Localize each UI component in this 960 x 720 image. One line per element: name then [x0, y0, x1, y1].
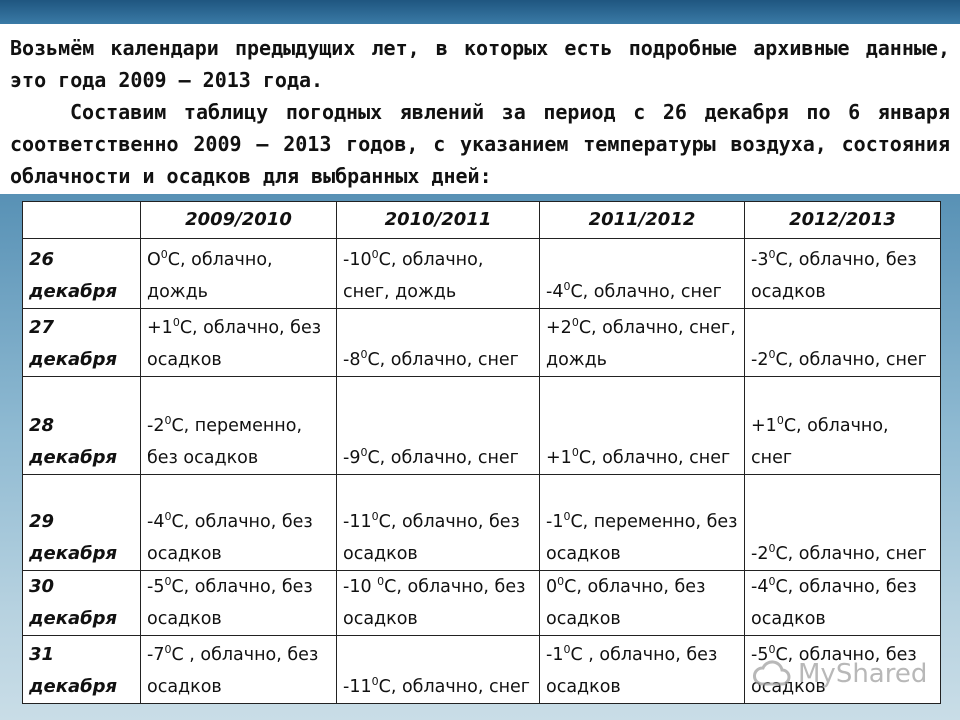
- weather-cell: [337, 636, 540, 704]
- table-row: [23, 475, 941, 571]
- degree-mark: 0: [172, 316, 180, 330]
- watermark: [752, 656, 927, 692]
- weather-description: С, облачно, без осадков: [147, 512, 313, 564]
- weather-cell: [337, 309, 540, 377]
- weather-cell: [141, 636, 337, 704]
- temperature-value: -4: [546, 282, 564, 302]
- temperature-value: -9: [343, 448, 361, 468]
- table-row: [23, 571, 941, 636]
- header-year: 2011/2012: [540, 202, 745, 239]
- weather-cell: [745, 309, 941, 377]
- header-corner: [23, 202, 141, 239]
- weather-description: С, облачно, без осадков: [751, 645, 917, 697]
- temperature-value: -10: [343, 250, 372, 270]
- degree-mark: 0: [571, 446, 579, 460]
- table-row: [23, 309, 941, 377]
- day-month: декабря: [29, 608, 118, 629]
- weather-description: С, облачно, снег: [367, 350, 519, 370]
- temperature-value: -5: [147, 577, 165, 597]
- weather-cell: [540, 636, 745, 704]
- cloud-icon: [752, 660, 792, 688]
- weather-description: С, облачно, снег: [578, 448, 731, 468]
- degree-mark: 0: [360, 348, 368, 362]
- top-band: [0, 0, 960, 24]
- day-number: 31: [29, 644, 55, 665]
- weather-cell: [337, 475, 540, 571]
- degree-mark: 0: [776, 414, 784, 428]
- day-number: 29: [29, 511, 55, 532]
- weather-cell: [141, 309, 337, 377]
- weather-description: С, облачно, без осадков: [147, 577, 313, 629]
- degree-mark: 0: [571, 316, 579, 330]
- day-month: декабря: [29, 349, 118, 370]
- temperature-value: О: [147, 250, 161, 270]
- table-header-row: [23, 202, 941, 239]
- weather-cell: [540, 475, 745, 571]
- weather-description: С, переменно, без осадков: [546, 512, 738, 564]
- temperature-value: -11: [343, 677, 372, 697]
- day-month: декабря: [29, 281, 118, 302]
- degree-mark: 0: [164, 414, 172, 428]
- temperature-value: -7: [147, 645, 165, 665]
- degree-mark: 0: [360, 446, 368, 460]
- weather-cell: [745, 377, 941, 475]
- degree-mark: 0: [563, 510, 571, 524]
- weather-description: С, переменно, без осадков: [147, 416, 303, 468]
- degree-mark: 0: [371, 510, 379, 524]
- intro-text-box: [0, 24, 960, 194]
- intro-paragraph-1: Возьмём календари предыдущих лет, в которых есть подробные архивные данные, это года 2009 – 2013 года.: [10, 36, 950, 92]
- weather-cell: [141, 571, 337, 636]
- day-number: 30: [29, 576, 55, 597]
- intro-paragraph-2: Составим таблицу погодных явлений за период с 26 декабря по 6 января соответственно 2009 – 2013 годов, с указанием температуры воздуха, состояния облачности и осадков для выбранных дней:: [10, 100, 950, 188]
- day-number: 27: [29, 317, 55, 338]
- temperature-value: -11: [343, 512, 372, 532]
- weather-cell: [141, 377, 337, 475]
- degree-mark: 0: [377, 575, 385, 589]
- day-month: декабря: [29, 543, 118, 564]
- weather-cell: [745, 239, 941, 309]
- watermark-text: MyShared: [798, 659, 928, 689]
- day-month: декабря: [29, 447, 118, 468]
- weather-description: С, облачно, без осадков: [546, 577, 706, 629]
- degree-mark: 0: [557, 575, 565, 589]
- degree-mark: 0: [164, 643, 172, 657]
- degree-mark: 0: [164, 575, 172, 589]
- weather-cell: [540, 309, 745, 377]
- weather-description: С, облачно, снег: [378, 677, 530, 697]
- temperature-value: +1: [147, 318, 173, 338]
- degree-mark: 0: [768, 575, 776, 589]
- degree-mark: 0: [768, 643, 776, 657]
- day-label: [23, 309, 141, 377]
- degree-mark: 0: [563, 280, 571, 294]
- weather-description: С, облачно, снег: [775, 544, 927, 564]
- temperature-value: -1: [546, 512, 564, 532]
- day-number: 26: [29, 249, 55, 270]
- weather-cell: [337, 571, 540, 636]
- temperature-value: +2: [546, 318, 572, 338]
- weather-description: С, облачно, без осадков: [147, 318, 322, 370]
- day-number: 28: [29, 415, 55, 436]
- weather-description: С, облачно, снег: [775, 350, 927, 370]
- temperature-value: -3: [751, 250, 769, 270]
- degree-mark: 0: [371, 248, 379, 262]
- day-label: [23, 239, 141, 309]
- temperature-value: -10: [343, 577, 378, 597]
- degree-mark: 0: [768, 542, 776, 556]
- table-row: [23, 239, 941, 309]
- weather-description: С, облачно, снег: [570, 282, 722, 302]
- degree-mark: 0: [164, 510, 172, 524]
- degree-mark: 0: [371, 675, 379, 689]
- weather-description: С, облачно, без осадков: [751, 250, 917, 302]
- temperature-value: 0: [546, 577, 558, 597]
- header-year: 2010/2011: [337, 202, 540, 239]
- weather-cell: [540, 571, 745, 636]
- temperature-value: -4: [147, 512, 165, 532]
- temperature-value: -4: [751, 577, 769, 597]
- day-label: [23, 377, 141, 475]
- weather-description: С, облачно, снег, дождь: [343, 250, 484, 302]
- weather-description: С , облачно, без осадков: [147, 645, 319, 697]
- day-label: [23, 636, 141, 704]
- day-label: [23, 571, 141, 636]
- weather-description: С, облачно, снег: [367, 448, 519, 468]
- degree-mark: 0: [768, 248, 776, 262]
- weather-cell: [540, 239, 745, 309]
- weather-description: С, облачно, снег, дождь: [546, 318, 736, 370]
- temperature-value: -1: [546, 645, 564, 665]
- degree-mark: 0: [563, 643, 571, 657]
- weather-description: С, облачно, снег: [751, 416, 889, 468]
- degree-mark: 0: [768, 348, 776, 362]
- weather-cell: [337, 239, 540, 309]
- header-year: 2009/2010: [141, 202, 337, 239]
- temperature-value: -2: [751, 544, 769, 564]
- header-year: 2012/2013: [745, 202, 941, 239]
- temperature-value: +1: [751, 416, 777, 436]
- weather-description: С , облачно, без осадков: [546, 645, 718, 697]
- temperature-value: +1: [546, 448, 572, 468]
- table-row: [23, 377, 941, 475]
- temperature-value: -2: [147, 416, 165, 436]
- weather-description: С, облачно, без осадков: [751, 577, 917, 629]
- temperature-value: -5: [751, 645, 769, 665]
- weather-description: С, облачно, без осадков: [343, 577, 526, 629]
- weather-description: С, облачно, дождь: [147, 250, 273, 302]
- day-label: [23, 475, 141, 571]
- weather-cell: [745, 475, 941, 571]
- weather-cell: [141, 475, 337, 571]
- day-month: декабря: [29, 676, 118, 697]
- weather-cell: [141, 239, 337, 309]
- weather-cell: [337, 377, 540, 475]
- weather-description: С, облачно, без осадков: [343, 512, 520, 564]
- temperature-value: -8: [343, 350, 361, 370]
- weather-cell: [540, 377, 745, 475]
- weather-table: [22, 201, 941, 704]
- weather-cell: [745, 571, 941, 636]
- degree-mark: 0: [160, 248, 168, 262]
- temperature-value: -2: [751, 350, 769, 370]
